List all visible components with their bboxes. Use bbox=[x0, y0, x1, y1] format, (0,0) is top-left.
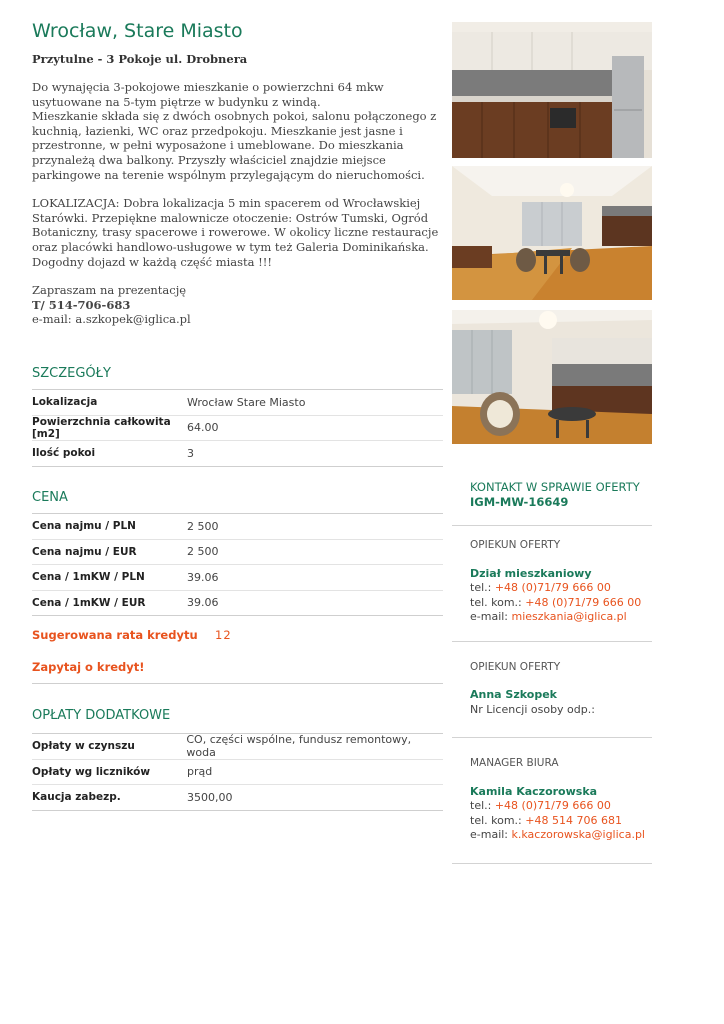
row-value: 3500,00 bbox=[187, 790, 233, 804]
divider bbox=[32, 683, 443, 684]
row-key: Kaucja zabezp. bbox=[32, 791, 121, 804]
row-key: Cena / 1mKW / EUR bbox=[32, 596, 146, 609]
dining-photo-image bbox=[452, 310, 652, 444]
contact-role: MANAGER BIURA bbox=[470, 757, 559, 769]
table-row bbox=[32, 441, 443, 467]
row-value: prąd bbox=[187, 765, 213, 779]
contact-name: Dział mieszkaniowy bbox=[470, 566, 592, 580]
row-value: 2 500 bbox=[187, 545, 219, 559]
mobile-label: tel. kom.: bbox=[470, 813, 526, 827]
description-paragraph: Mieszkanie składa się z dwóch osobnych pokoi, salonu połączonego z kuchnią, łazienki, WC oraz przedpokoju. Mieszkanie jest jasne i przestronne, w pełni wyposażone i umeblowane. Do mieszkania przynależą dwa balkony. Przyszły właściciel znajdzie miejsce parkingowe na terenie wspólnym przylegającym do nieruchomości. bbox=[32, 109, 437, 182]
apartment-photo-living-room[interactable] bbox=[452, 166, 652, 300]
license-note: Nr Licencji osoby odp.: bbox=[470, 702, 595, 716]
row-value: CO, części wspólne, fundusz remontowy, woda bbox=[186, 733, 412, 760]
table-row bbox=[32, 760, 443, 786]
row-key: Lokalizacja bbox=[32, 396, 98, 409]
row-value: 3 bbox=[187, 446, 194, 460]
contact-role: OPIEKUN OFERTY bbox=[470, 660, 561, 673]
kitchen-photo-image bbox=[452, 22, 652, 158]
fees-section-title: OPŁATY DODATKOWE bbox=[32, 708, 171, 723]
email-label: e-mail: bbox=[470, 828, 512, 841]
apartment-photo-dining[interactable] bbox=[452, 310, 652, 444]
description-phone: T/ 514-706-683 bbox=[32, 297, 131, 312]
credit-rate-value: 12 bbox=[215, 628, 232, 642]
table-row bbox=[32, 514, 443, 540]
mobile-link[interactable]: +48 (0)71/79 666 00 bbox=[525, 595, 642, 609]
details-section-title: SZCZEGÓŁY bbox=[32, 366, 111, 381]
row-key: Ilość pokoi bbox=[32, 447, 96, 460]
mobile-link[interactable]: +48 514 706 681 bbox=[525, 813, 622, 827]
row-key: Cena najmu / EUR bbox=[32, 545, 137, 558]
contact-block-department bbox=[452, 526, 652, 641]
table-row bbox=[32, 540, 443, 566]
table-row bbox=[32, 390, 443, 416]
row-key: Powierzchnia całkowita [m2] bbox=[32, 415, 171, 440]
contact-name: Kamila Kaczorowska bbox=[470, 784, 598, 798]
email-link[interactable]: k.kaczorowska@iglica.pl bbox=[511, 828, 645, 841]
email-label: e-mail: bbox=[470, 610, 512, 623]
contact-heading: KONTAKT W SPRAWIE OFERTY bbox=[470, 480, 640, 494]
row-value: 39.06 bbox=[187, 596, 219, 610]
contact-block-manager bbox=[452, 738, 652, 863]
table-row bbox=[32, 785, 443, 811]
description-paragraph: Do wynajęcia 3-pokojowe mieszkanie o powierzchni 64 mkw usytuowane na 5-tym piętrze w budynku z windą. bbox=[32, 80, 384, 109]
fees-table bbox=[32, 733, 443, 811]
tel-link[interactable]: +48 (0)71/79 666 00 bbox=[494, 799, 611, 812]
contact-name: Anna Szkopek bbox=[470, 688, 557, 701]
apartment-photo-kitchen[interactable] bbox=[452, 22, 652, 158]
email-link[interactable]: mieszkania@iglica.pl bbox=[511, 610, 627, 623]
row-key: Cena / 1mKW / PLN bbox=[32, 571, 145, 584]
row-key: Opłaty w czynszu bbox=[32, 740, 135, 753]
contact-sidebar bbox=[452, 478, 652, 864]
tel-label: tel.: bbox=[470, 799, 495, 812]
row-key: Opłaty wg liczników bbox=[32, 765, 151, 778]
row-value: 2 500 bbox=[187, 519, 219, 533]
description-email: e-mail: a.szkopek@iglica.pl bbox=[32, 312, 191, 327]
contact-block-agent bbox=[452, 642, 652, 738]
ask-credit-link[interactable]: Zapytaj o kredyt! bbox=[32, 660, 145, 674]
table-row bbox=[32, 591, 443, 617]
contact-role: OPIEKUN OFERTY bbox=[470, 539, 561, 551]
divider bbox=[452, 863, 652, 864]
offer-id: IGM-MW-16649 bbox=[470, 494, 569, 509]
price-section-title: CENA bbox=[32, 490, 68, 505]
details-table bbox=[32, 389, 443, 467]
page-title: Wrocław, Stare Miasto bbox=[32, 20, 243, 42]
row-value: 64.00 bbox=[187, 421, 219, 435]
credit-rate-label: Sugerowana rata kredytu bbox=[32, 628, 198, 642]
price-table bbox=[32, 513, 443, 616]
table-row bbox=[32, 565, 443, 591]
living-room-photo-image bbox=[452, 166, 652, 300]
table-row bbox=[32, 416, 443, 442]
row-value: Wrocław Stare Miasto bbox=[187, 395, 306, 409]
offer-subtitle: Przytulne - 3 Pokoje ul. Drobnera bbox=[32, 52, 248, 66]
table-row bbox=[32, 734, 443, 760]
tel-label: tel.: bbox=[470, 581, 495, 594]
row-value: 39.06 bbox=[187, 570, 219, 584]
mobile-label: tel. kom.: bbox=[470, 595, 526, 609]
row-key: Cena najmu / PLN bbox=[32, 520, 136, 533]
offer-description bbox=[32, 80, 442, 327]
description-invite: Zapraszam na prezentację bbox=[32, 283, 187, 298]
description-location: LOKALIZACJA: Dobra lokalizacja 5 min spacerem od Wrocławskiej Starówki. Przepiękne malownicze otoczenie: Ostrów Tumski, Ogród Botaniczny, trasy spacerowe i rowerowe. W okolicy liczne restauracje oraz placówki handlowo-usługowe w tym też Galeria Dominikańska. Dogodny dojazd w każdą część miasta !!! bbox=[32, 196, 439, 269]
tel-link[interactable]: +48 (0)71/79 666 00 bbox=[494, 581, 611, 594]
